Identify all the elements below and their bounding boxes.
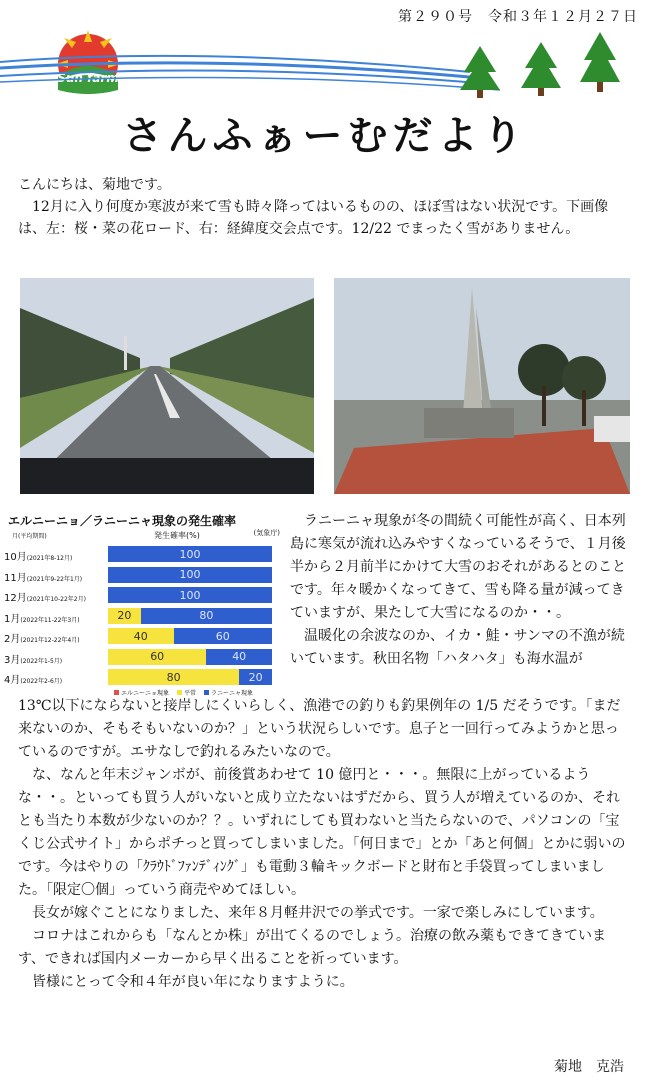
- bar-segment-la-nina: 60: [174, 628, 272, 644]
- category-label: 11月(2021年9-22年1月): [4, 572, 83, 584]
- enso-probability-chart: [4, 512, 280, 698]
- lower-paragraph-4: コロナはこれからも「なんとか株」が出てくるのでしょう。治療の飲み薬もできてきています、できれば国内メーカーから早く出ることを祈っています。: [18, 928, 606, 967]
- greeting: こんにちは、菊地です。: [18, 177, 171, 193]
- bar-segment-la-nina: 100: [108, 587, 272, 603]
- stacked-bar: [108, 669, 272, 685]
- signature: 菊地 克浩: [554, 1059, 624, 1075]
- monument-photo: [334, 278, 630, 494]
- stacked-bar: [108, 608, 272, 624]
- y-axis-label: 発生確率(%): [154, 531, 200, 540]
- legend-item: 平常: [177, 688, 196, 697]
- bar-segment-la-nina: 100: [108, 567, 272, 583]
- chart-title: エルニーニョ／ラニーニャ現象の発生確率: [8, 514, 237, 528]
- stacked-bar: [108, 567, 272, 583]
- bar-segment-la-nina: 80: [141, 608, 272, 624]
- chart-source: (気象庁): [253, 529, 280, 537]
- category-label: 10月(2021年8-12月): [4, 552, 73, 563]
- side-paragraph-2: 温暖化の余波なのか、イカ・鮭・サンマの不漁が続いています。秋田名物「ハタハタ」も海水温が: [290, 628, 625, 667]
- category-label: 3月(2022年1-5月): [4, 654, 63, 666]
- stacked-bar: [108, 587, 272, 603]
- lower-paragraph-2: な、なんと年末ジャンボが、前後賞あわせて 10 億円と・・・。無限に上がっているような・・。といっても買う人がいないと成り立たないはずだから、買う人が増えているのか、それとも当たり本数が少ないのか？？。いずれにしても買わないと当たらないので、パソコンの「宝くじ公式サイト」からポチっと買ってしまいました。「何日まで」とか「あと何個」とかに弱いのです。今はやりの「ｸﾗｳﾄﾞﾌｧﾝﾃﾞｨﾝｸﾞ」も電動３輪キックボードと財布と手袋買ってしまいました。「限定〇個」っていう商売やめてほしい。: [18, 767, 626, 898]
- bar-segment-la-nina: 100: [108, 546, 272, 562]
- lower-paragraph-5: 皆様にとって令和４年が良い年になりますように。: [32, 974, 354, 990]
- stacked-bar: [108, 546, 272, 562]
- bar-segment-la-nina: 20: [239, 669, 272, 685]
- logo-text: Sun farm: [57, 71, 119, 85]
- pine-tree-icons: [460, 32, 620, 98]
- legend-item: ラニーニャ現象: [204, 688, 253, 697]
- bar-segment-normal: 80: [108, 669, 239, 685]
- bar-segment-normal: 60: [108, 649, 206, 665]
- month-header: 月(平均期間): [12, 533, 47, 540]
- category-label: 1月(2022年11-22年3月): [4, 613, 80, 625]
- lower-text: [18, 695, 632, 994]
- side-paragraph-1: ラニーニャ現象が冬の間続く可能性が高く、日本列島に寒気が流れ込みやすくなっているそうで、１月後半から２月前半にかけて大雪のおそれがあるとのことです。年々暖かくなってきて、雪も降る量が減ってきていますが、果たして大雪になるのか・・。: [290, 513, 626, 621]
- bar-segment-normal: 40: [108, 628, 174, 644]
- lower-paragraph-1: 13℃以下にならないと接岸しにくいらしく、漁港での釣りも釣果例年の 1/5 だそうです。「まだ来ないのか、そもそもいないのか？」という状況らしいです。息子と一回行ってみようかと思っているのですが。エサなしで釣れるみたいなので。: [18, 698, 621, 760]
- newsletter-title: さんふぁーむだより: [122, 113, 528, 159]
- bar-segment-la-nina: 40: [206, 649, 272, 665]
- issue-date: 第２９０号 令和３年１２月２７日: [398, 9, 638, 25]
- category-label: 4月(2022年2-6月): [4, 675, 63, 686]
- legend-item: エルニーニョ現象: [114, 688, 169, 697]
- intro-paragraph: 12月に入り何度か寒波が来て雪も時々降ってはいるものの、ほぼ雪はない状況です。下画像は、左：桜・菜の花ロード、右：経緯度交会点です。12/22 でまったく雪がありません。: [18, 199, 609, 237]
- category-label: 2月(2021年12-22年4月): [4, 634, 80, 645]
- side-column-text: [290, 510, 634, 671]
- road-photo: [20, 278, 314, 494]
- category-label: 12月(2021年10-22年2月): [4, 593, 86, 604]
- header-banner: [0, 26, 650, 104]
- stacked-bar: [108, 628, 272, 644]
- bar-segment-normal: 20: [108, 608, 141, 624]
- stacked-bar: [108, 649, 272, 665]
- lower-paragraph-3: 長女が嫁ぐことになりました、来年８月軽井沢での挙式です。一家で楽しみにしています。: [32, 905, 604, 921]
